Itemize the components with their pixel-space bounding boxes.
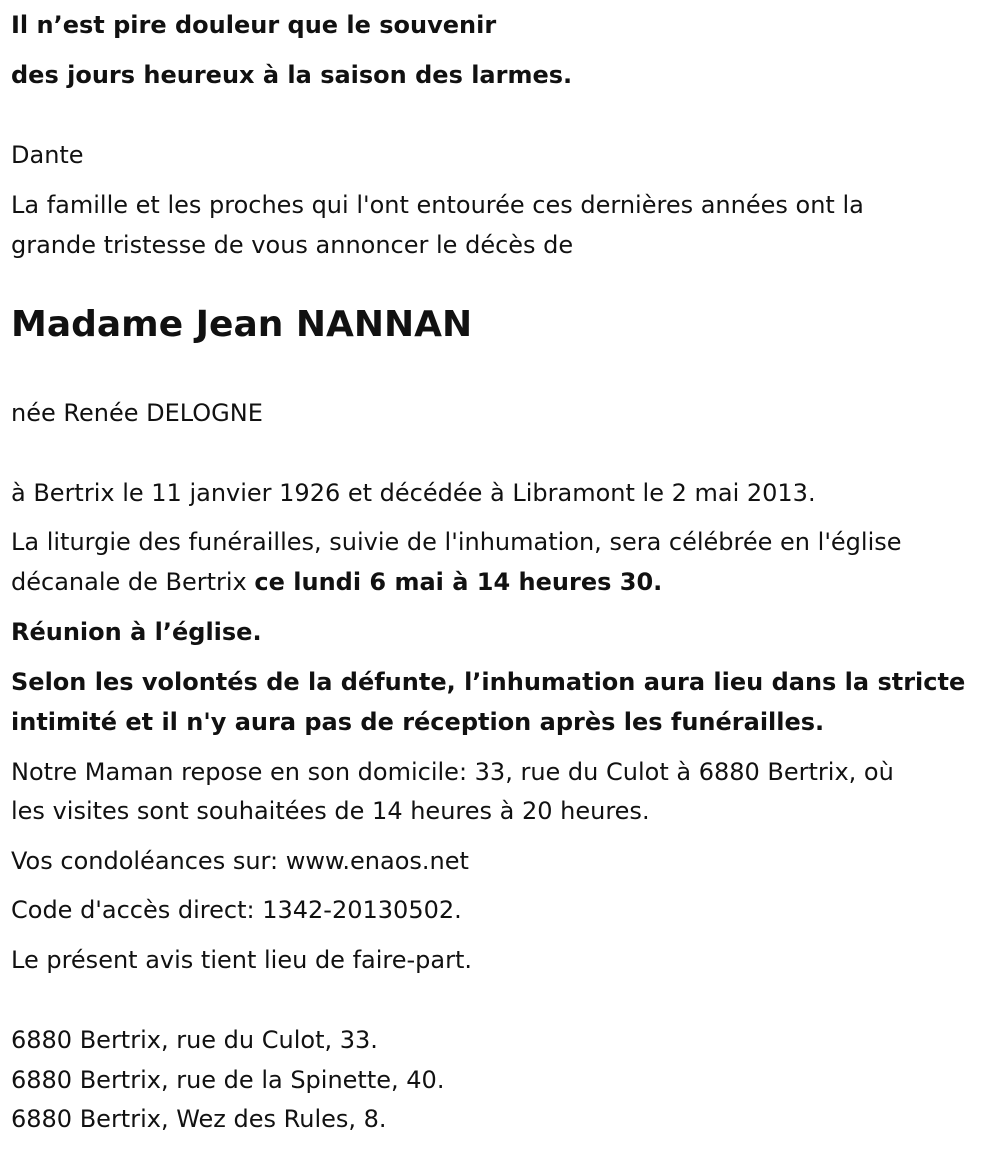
condolences-link: Vos condoléances sur: www.enaos.net [11, 847, 469, 875]
visit-line-2: les visites sont souhaitées de 14 heures à 20 heures. [11, 797, 650, 825]
intro-line-2: grande tristesse de vous annoncer le décès de [11, 231, 574, 259]
funeral-location: décanale de Bertrix [11, 568, 255, 596]
epigraph-author: Dante [11, 141, 84, 169]
address-line: 6880 Bertrix, Wez des Rules, 8. [11, 1105, 387, 1133]
deceased-name: Madame Jean NANNAN [11, 304, 473, 345]
address-line: 6880 Bertrix, rue de la Spinette, 40. [11, 1066, 445, 1094]
access-code: Code d'accès direct: 1342-20130502. [11, 896, 462, 924]
funeral-datetime: ce lundi 6 mai à 14 heures 30. [254, 568, 663, 596]
meeting-note: Réunion à l’église. [11, 618, 262, 646]
wishes-line-2: intimité et il n'y aura pas de réception après les funérailles. [11, 708, 825, 736]
birth-death-dates: à Bertrix le 11 janvier 1926 et décédée à Libramont le 2 mai 2013. [11, 479, 816, 507]
funeral-line-2 [11, 562, 992, 602]
epigraph-line-1: Il n’est pire douleur que le souvenir [11, 11, 497, 39]
notice-text: Le présent avis tient lieu de faire-part. [11, 946, 473, 974]
epigraph-line-2: des jours heureux à la saison des larmes. [11, 61, 573, 89]
address-line: 6880 Bertrix, rue du Culot, 33. [11, 1026, 378, 1054]
intro-line-1: La famille et les proches qui l'ont entourée ces dernières années ont la [11, 191, 864, 219]
visit-line-1: Notre Maman repose en son domicile: 33, rue du Culot à 6880 Bertrix, où [11, 758, 894, 786]
funeral-line-1: La liturgie des funérailles, suivie de l'inhumation, sera célébrée en l'église [11, 528, 902, 556]
wishes-line-1: Selon les volontés de la défunte, l’inhumation aura lieu dans la stricte [11, 668, 966, 696]
birth-name: née Renée DELOGNE [11, 399, 263, 427]
